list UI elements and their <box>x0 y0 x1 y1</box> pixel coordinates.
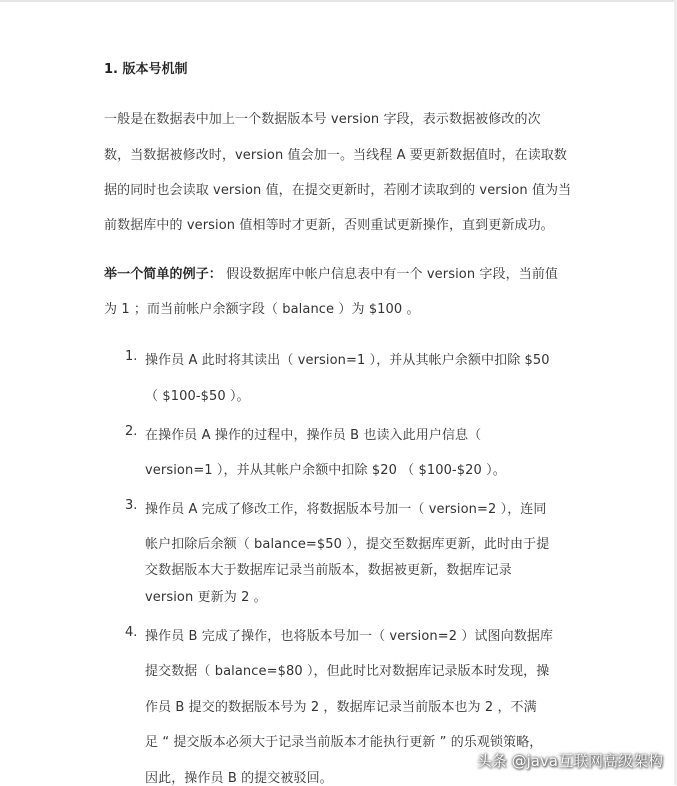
step-line: 在操作员 A 操作的过程中，操作员 B 也读入此用户信息（ <box>145 428 482 443</box>
step-line: 操作员 A 完成了修改工作，将数据版本号加一（ version=2 ），连同 <box>145 502 547 517</box>
top-border <box>0 0 677 2</box>
step-line: 因此，操作员 B 的提交被驳回。 <box>145 771 333 786</box>
intro-line: 据的同时也会读取 version 值，在提交更新时，若刚才读取到的 version 值为当 <box>104 183 572 198</box>
step-line: 交数据版本大于数据库记录当前版本，数据被更新，数据库记录 <box>145 563 512 578</box>
step-number: 1. <box>125 349 138 364</box>
step-number: 4. <box>125 625 138 640</box>
watermark: 头条 @java互联网高级架构 <box>476 752 663 770</box>
step-line: 操作员 B 完成了操作，也将版本号加一（ version=2 ）试图向数据库 <box>145 629 554 644</box>
step-line: 操作员 A 此时将其读出（ version=1 ），并从其帐户余额中扣除 $50 <box>145 353 550 368</box>
step-line: 作员 B 提交的数据版本号为 2 ，数据库记录当前版本也为 2 ，不满 <box>145 700 537 715</box>
step-line: 帐户扣除后余额（ balance=$50 ），提交至数据库更新，此时由于提 <box>145 537 550 552</box>
intro-line: 数，当数据被修改时，version 值会加一。当线程 A 要更新数据值时，在读取数 <box>104 148 568 163</box>
step-line: （ $100-$50 ）。 <box>145 389 250 404</box>
section-heading: 1. 版本号机制 <box>104 62 188 77</box>
step-number: 3. <box>125 498 138 513</box>
example-line: 为 1 ；而当前帐户余额字段（ balance ）为 $100 。 <box>104 302 420 317</box>
step-number: 2. <box>125 424 138 439</box>
intro-line: 前数据库中的 version 值相等时才更新，否则重试更新操作，直到更新成功。 <box>104 218 554 233</box>
step-line: 足 “ 提交版本必须大于记录当前版本才能执行更新 ” 的乐观锁策略， <box>145 735 543 750</box>
example-lead: 举一个简单的例子： <box>104 267 222 282</box>
step-line: version 更新为 2 。 <box>145 590 267 605</box>
step-line: version=1 ），并从其帐户余额中扣除 $20 （ $100-$20 ）。 <box>145 463 506 478</box>
example-line-rest: 假设数据库中帐户信息表中有一个 version 字段，当前值 <box>221 267 559 282</box>
example-line <box>104 263 558 282</box>
step-line: 提交数据（ balance=$80 ），但此时比对数据库记录版本时发现，操 <box>145 664 550 679</box>
intro-line: 一般是在数据表中加上一个数据版本号 version 字段，表示数据被修改的次 <box>104 112 541 127</box>
